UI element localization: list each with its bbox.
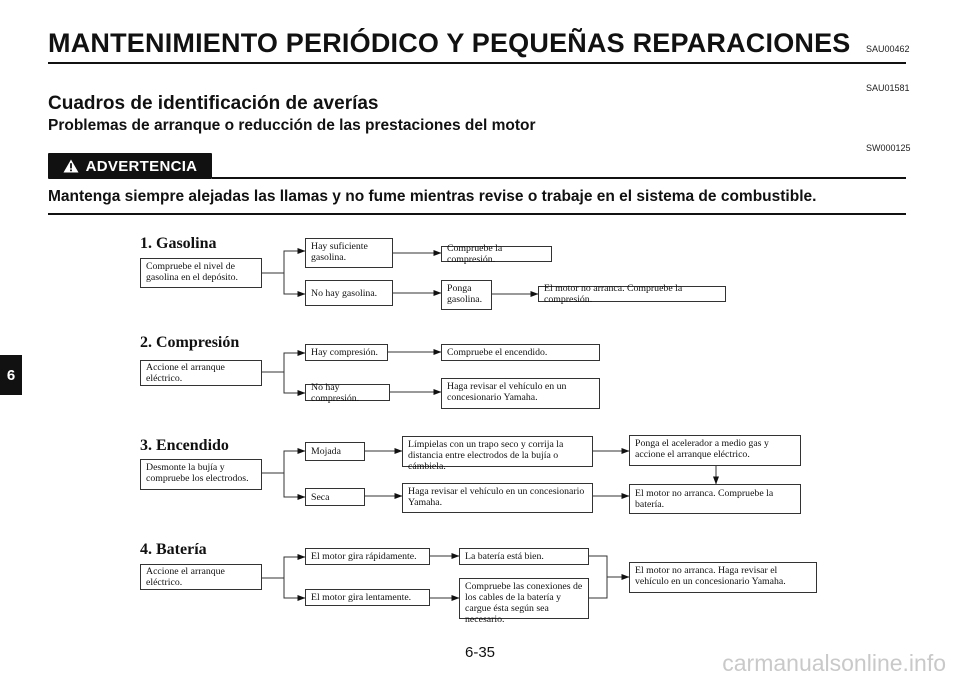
section-subtitle: Problemas de arranque o reducción de las prestaciones del motor (48, 117, 536, 134)
flow-bateria-fast-result: La batería está bien. (459, 548, 589, 565)
flow-bateria-slow: El motor gira lentamente. (305, 589, 430, 606)
flow-encendido-dry-result: Haga revisar el vehículo en un concesionario Yamaha. (402, 483, 593, 513)
flow-compresion-yes-result: Compruebe el encendido. (441, 344, 600, 361)
flow-gasolina-no-step: Ponga gasolina. (441, 280, 492, 310)
flow-encendido-wet-next: Ponga el acelerador a medio gas y accione el arranque eléctrico. (629, 435, 801, 466)
page-header-title: MANTENIMIENTO PERIÓDICO Y PEQUEÑAS REPARACIONES (48, 28, 851, 58)
flow-encendido-dry: Seca (305, 488, 365, 506)
flow-compresion-no-result: Haga revisar el vehículo en un concesionario Yamaha. (441, 378, 600, 409)
flow-compresion-no: No hay compresión. (305, 384, 390, 401)
flow-gasolina-title: 1. Gasolina (140, 235, 217, 252)
section-code: SAU01581 (866, 83, 910, 93)
watermark: carmanualsonline.info (722, 650, 946, 676)
chapter-tab: 6 (0, 355, 22, 395)
flow-compresion-title: 2. Compresión (140, 334, 240, 351)
warning-label: ADVERTENCIA (85, 157, 198, 175)
flow-bateria-slow-step: Compruebe las conexiones de los cables de la batería y cargue ésta según sea necesario. (459, 578, 589, 619)
flow-bateria-title: 4. Batería (140, 541, 207, 558)
flow-bateria-final: El motor no arranca. Haga revisar el vehículo en un concesionario Yamaha. (629, 562, 817, 593)
flow-gasolina-yes-result: Compruebe la compresión. (441, 246, 552, 262)
header-code: SAU00462 (866, 44, 910, 54)
flow-compresion-start: Accione el arranque eléctrico. (140, 360, 262, 386)
flow-compresion-yes: Hay compresión. (305, 344, 388, 361)
flow-encendido-start: Desmonte la bujía y compruebe los electrodos. (140, 459, 262, 490)
flow-encendido-title: 3. Encendido (140, 437, 229, 454)
flow-encendido-wet: Mojada (305, 442, 365, 461)
flow-gasolina-no-result: El motor no arranca. Compruebe la compresión. (538, 286, 726, 302)
flow-encendido-final: El motor no arranca. Compruebe la batería. (629, 484, 801, 514)
flow-encendido-wet-step: Límpielas con un trapo seco y corrija la distancia entre electrodos de la bujía o cámbiela. (402, 436, 593, 467)
flow-gasolina-start: Compruebe el nivel de gasolina en el depósito. (140, 258, 262, 288)
warning-text: Mantenga siempre alejadas las llamas y no fume mientras revise o trabaje en el sistema de combustible. (48, 188, 817, 205)
flow-gasolina-no: No hay gasolina. (305, 280, 393, 306)
warning-code: SW000125 (866, 143, 911, 153)
flow-bateria-fast: El motor gira rápidamente. (305, 548, 430, 565)
flow-gasolina-yes: Hay suficiente gasolina. (305, 238, 393, 268)
section-title: Cuadros de identificación de averías (48, 93, 379, 114)
flow-bateria-start: Accione el arranque eléctrico. (140, 564, 262, 590)
page-number: 6-35 (464, 644, 496, 661)
